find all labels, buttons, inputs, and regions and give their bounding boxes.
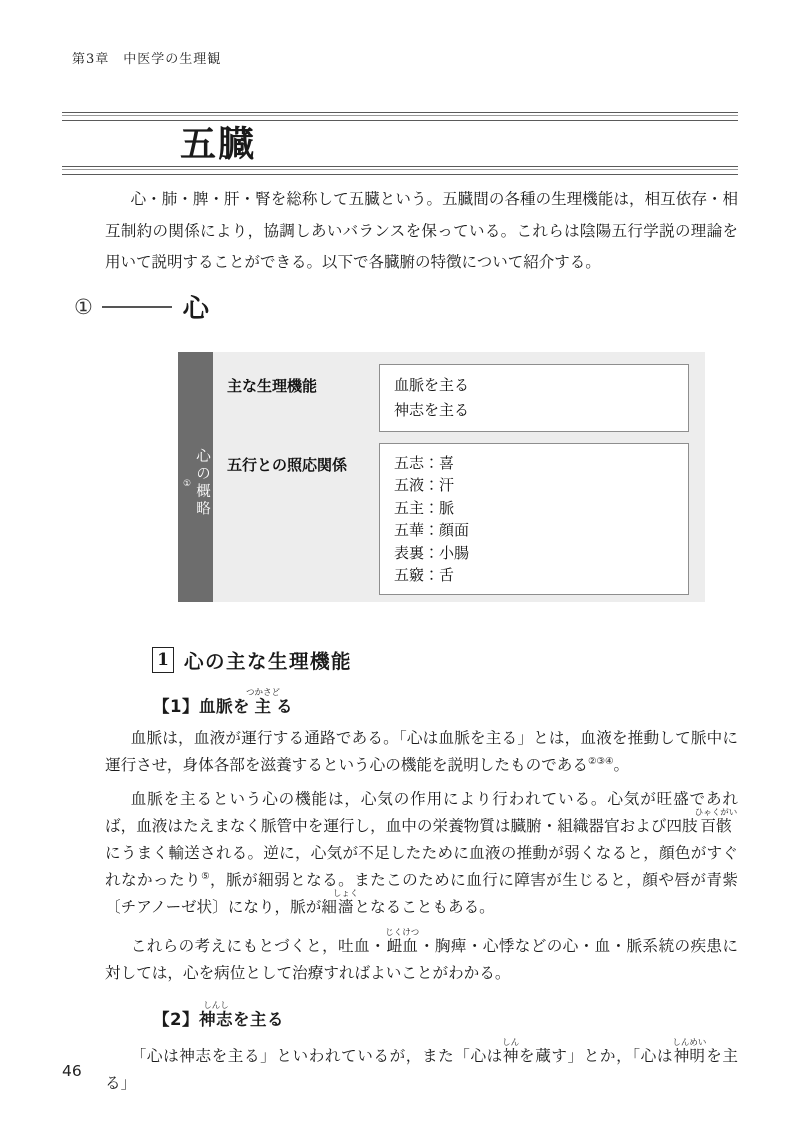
text-segment: これらの考えにもとづくと，吐血・ [130,937,386,955]
note-reference: ②③④ [587,755,614,767]
note-reference: ⑤ [201,870,211,882]
running-header: 第3章 中医学の生理観 [72,52,222,67]
furigana: つかさど [245,688,280,698]
table-row-label: 五行との照応関係 [227,456,348,474]
ruby-base: 百骸 [694,817,738,835]
subsection-number-box: 1 [152,647,174,673]
paragraph [105,1038,738,1097]
table-row-values [379,364,689,432]
text-segment: る [275,697,293,716]
paragraph [105,786,738,921]
ruby-base: 神志 [198,1010,233,1029]
text-segment: にうまく輸送される。逆に，心気が不足したために血液の推動が弱くなると，顔色がすぐれなかったり [105,844,738,889]
text-segment: 「心は神志を主る」といわれているが，また「心は [130,1047,503,1065]
furigana: しんし [198,1001,233,1011]
title-row [62,121,738,166]
page-title: 五臓 [180,123,257,165]
paragraph [105,725,738,779]
body-text [105,688,738,1104]
table-row [227,443,689,595]
subsection-heading [152,646,352,674]
table-item: 五志：喜 [394,454,455,472]
text-segment: 【2】 [153,1010,199,1029]
table-row [227,364,689,432]
ruby-annotation [502,1038,520,1065]
overview-table [178,352,705,602]
circled-number-icon: ① [74,294,93,319]
table-item: 五竅：舌 [394,566,455,585]
heading-dash-line [102,306,172,308]
furigana: しん [502,1038,520,1048]
overview-table-sidebar [178,352,213,602]
ruby-annotation [245,688,280,716]
text-segment: 血脈は，血液が運行する通路である。「心は血脈を主る」とは，血液を推動して脈中に運行させ，身体各部を滋養するという心の機能を説明したものである [105,729,738,774]
sidebar-label: 心の概略 [194,447,210,518]
subheading-1 [153,688,738,719]
furigana: しんめい [672,1038,707,1048]
text-segment: 。 [613,756,630,774]
text-segment: 【1】血脈を [153,697,250,716]
table-row-label: 主な生理機能 [227,377,318,395]
ruby-annotation [332,889,359,916]
furigana: じくけつ [385,928,420,938]
overview-table-main [213,352,705,602]
chapter-title-block [62,112,738,175]
ruby-base: 衄血 [385,937,420,955]
subheading-2 [153,1001,738,1032]
text-segment: を主る」 [105,1047,738,1092]
table-item: 五華：顔面 [394,521,470,540]
text-segment: ・胸痺・心悸などの心・血・脈系統の疾患に対しては，心を病位として治療すればよいことがわかる。 [105,937,738,982]
text-segment: を蔵す」とか，「心は [518,1047,674,1065]
ruby-base: 神明 [672,1047,707,1065]
table-item: 五液：汗 [394,476,455,495]
ruby-annotation [694,808,738,835]
title-rule-top [62,112,738,121]
text-segment: ，脈が細弱となる。またこのために血行に障害が生じると，顔や唇が青紫〔チアノーゼ状〕になり，脈が細 [105,871,738,916]
subsection-title: 心の主な生理機能 [184,650,353,673]
ruby-base: 主 [245,697,280,716]
organ-section-heading [74,288,210,325]
furigana: ひゃくがい [694,808,738,818]
table-item: 表裏：小腸 [394,543,470,562]
paragraph [105,928,738,987]
table-item: 血脈を主る [394,376,470,394]
text-segment: を主る [232,1010,284,1029]
text-segment: 血脈を主るという心の機能は，心気の作用により行われている。心気が旺盛であれば，血液はたえまなく脈管中を運行し，血中の栄養物質は臓腑・組織器官および四肢 [105,790,738,835]
table-item: 五主：脈 [394,498,455,517]
sidebar-note-number: ① [182,478,192,489]
organ-name: 心 [182,294,210,324]
ruby-base: 神 [502,1047,520,1065]
table-item: 神志を主る [394,401,470,419]
page-number: 46 [62,1062,82,1080]
table-row-values [379,443,689,595]
text-segment: となることもある。 [354,898,495,916]
ruby-annotation [385,928,420,955]
ruby-annotation [198,1001,233,1029]
ruby-base: 濇 [332,898,359,916]
intro-paragraph: 心・肺・脾・肝・腎を総称して五臓という。五臓間の各種の生理機能は，相互依存・相互制約の関係により，協調しあいバランスを保っている。これらは陰陽五行学説の理論を用いて説明することができる。以下で各臓腑の特徴について紹介する。 [105,190,738,271]
ruby-annotation [672,1038,707,1065]
furigana: しょく [332,889,359,899]
title-rule-bottom [62,166,738,175]
